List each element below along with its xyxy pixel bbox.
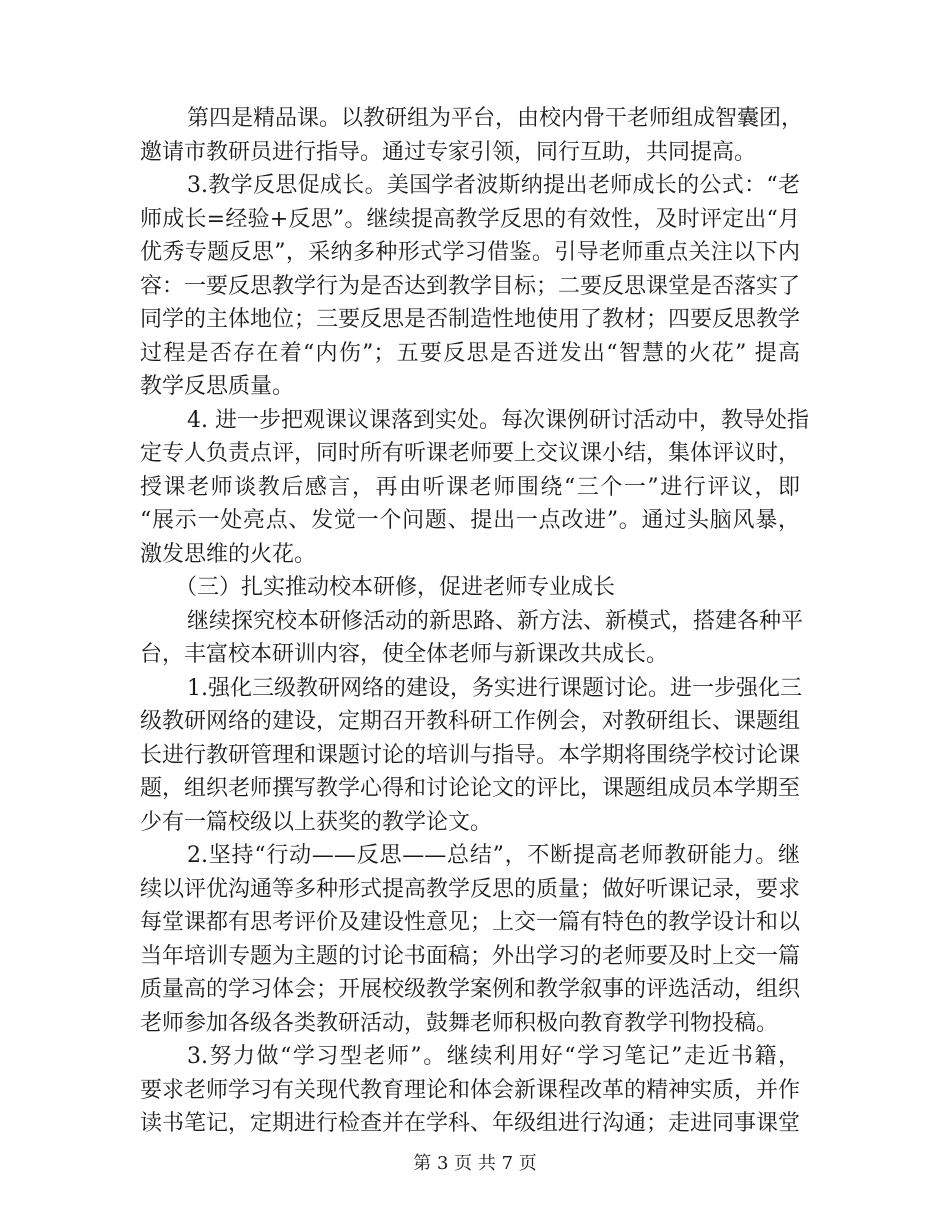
text-line: 第四是精品课。以教研组为平台，由校内骨干老师组成智囊团， [187,106,804,131]
text-line: 教学反思质量。 [140,374,295,399]
text-line: 长进行教研管理和课题讨论的培训与指导。本学期将围绕学校讨论课 [140,742,801,768]
text-line: 同学的主体地位；三要反思是否制造性地使用了教材；四要反思教学 [140,307,801,332]
text-line: 题，组织老师撰写教学心得和讨论论文的评比，课题组成员本学期至 [140,776,801,801]
text-line: 容：一要反思教学行为是否达到教学目标；二要反思课堂是否落实了 [140,273,801,299]
text-line: 老师参加各级各类教研活动，鼓舞老师积极向教育教学刊物投稿。 [140,1010,779,1036]
text-line: 续以评优沟通等多种形式提高教学反思的质量；做好听课记录，要求 [140,876,801,902]
page-number: 第 3 页 共 7 页 [413,1153,537,1174]
text-line: 3.教学反思促成长。美国学者波斯纳提出老师成长的公式：“老 [187,173,800,198]
text-line: 师成长=经验+反思”。继续提高教学反思的有效性，及时评定出“月 [140,206,800,232]
text-line: 定专人负责点评，同时所有听课老师要上交议课小结，集体评议时， [140,441,801,466]
text-line: 1.强化三级教研网络的建设，务实进行课题讨论。进一步强化三 [187,675,802,701]
text-line: 每堂课都有思考评价及建设性意见；上交一篇有特色的教学设计和以 [140,910,801,935]
text-line: 优秀专题反思”，采纳多种形式学习借鉴。引导老师重点关注以下内 [140,240,800,265]
text-line: 继续探究校本研修活动的新思路、新方法、新模式，搭建各种平 [187,608,804,634]
text-line: “展示一处亮点、发觉一个问题、提出一点改进”。通过头脑风暴， [140,508,800,533]
text-line: 3.努力做“学习型老师”。继续利用好“学习笔记”走近书籍， [187,1044,800,1069]
text-line: 读书笔记，定期进行检查并在学科、年级组进行沟通；走进同事课堂 [140,1111,801,1136]
text-line: 要求老师学习有关现代教育理论和体会新课程改革的精神实质，并作 [140,1077,801,1103]
text-line: 邀请市教研员进行指导。通过专家引领，同行互助，共同提高。 [140,139,757,165]
text-line: 台，丰富校本研训内容，使全体老师与新课改共成长。 [140,642,669,667]
text-line: 当年培训专题为主题的讨论书面稿；外出学习的老师要及时上交一篇 [140,943,801,969]
text-line: 级教研网络的建设，定期召开教科研工作例会，对教研组长、课题组 [140,709,801,734]
section-heading: （三）扎实推动校本研修，促进老师专业成长 [175,575,616,600]
text-line: 激发思维的火花。 [140,541,317,567]
text-line: 过程是否存在着“内伤”；五要反思是否迸发出“智慧的火花” 提高 [140,340,800,366]
text-line: 少有一篇校级以上获奖的教学论文。 [140,809,493,835]
text-line: 2.坚持“行动——反思——总结”，不断提高老师教研能力。继 [187,843,800,868]
text-line: 4. 进一步把观课议课落到实处。每次课例研讨活动中，教导处指 [187,407,809,433]
text-line: 质量高的学习体会；开展校级教学案例和教学叙事的评选活动，组织 [140,977,801,1002]
text-line: 授课老师谈教后感言，再由听课老师围绕“三个一”进行评议，即 [140,474,800,500]
